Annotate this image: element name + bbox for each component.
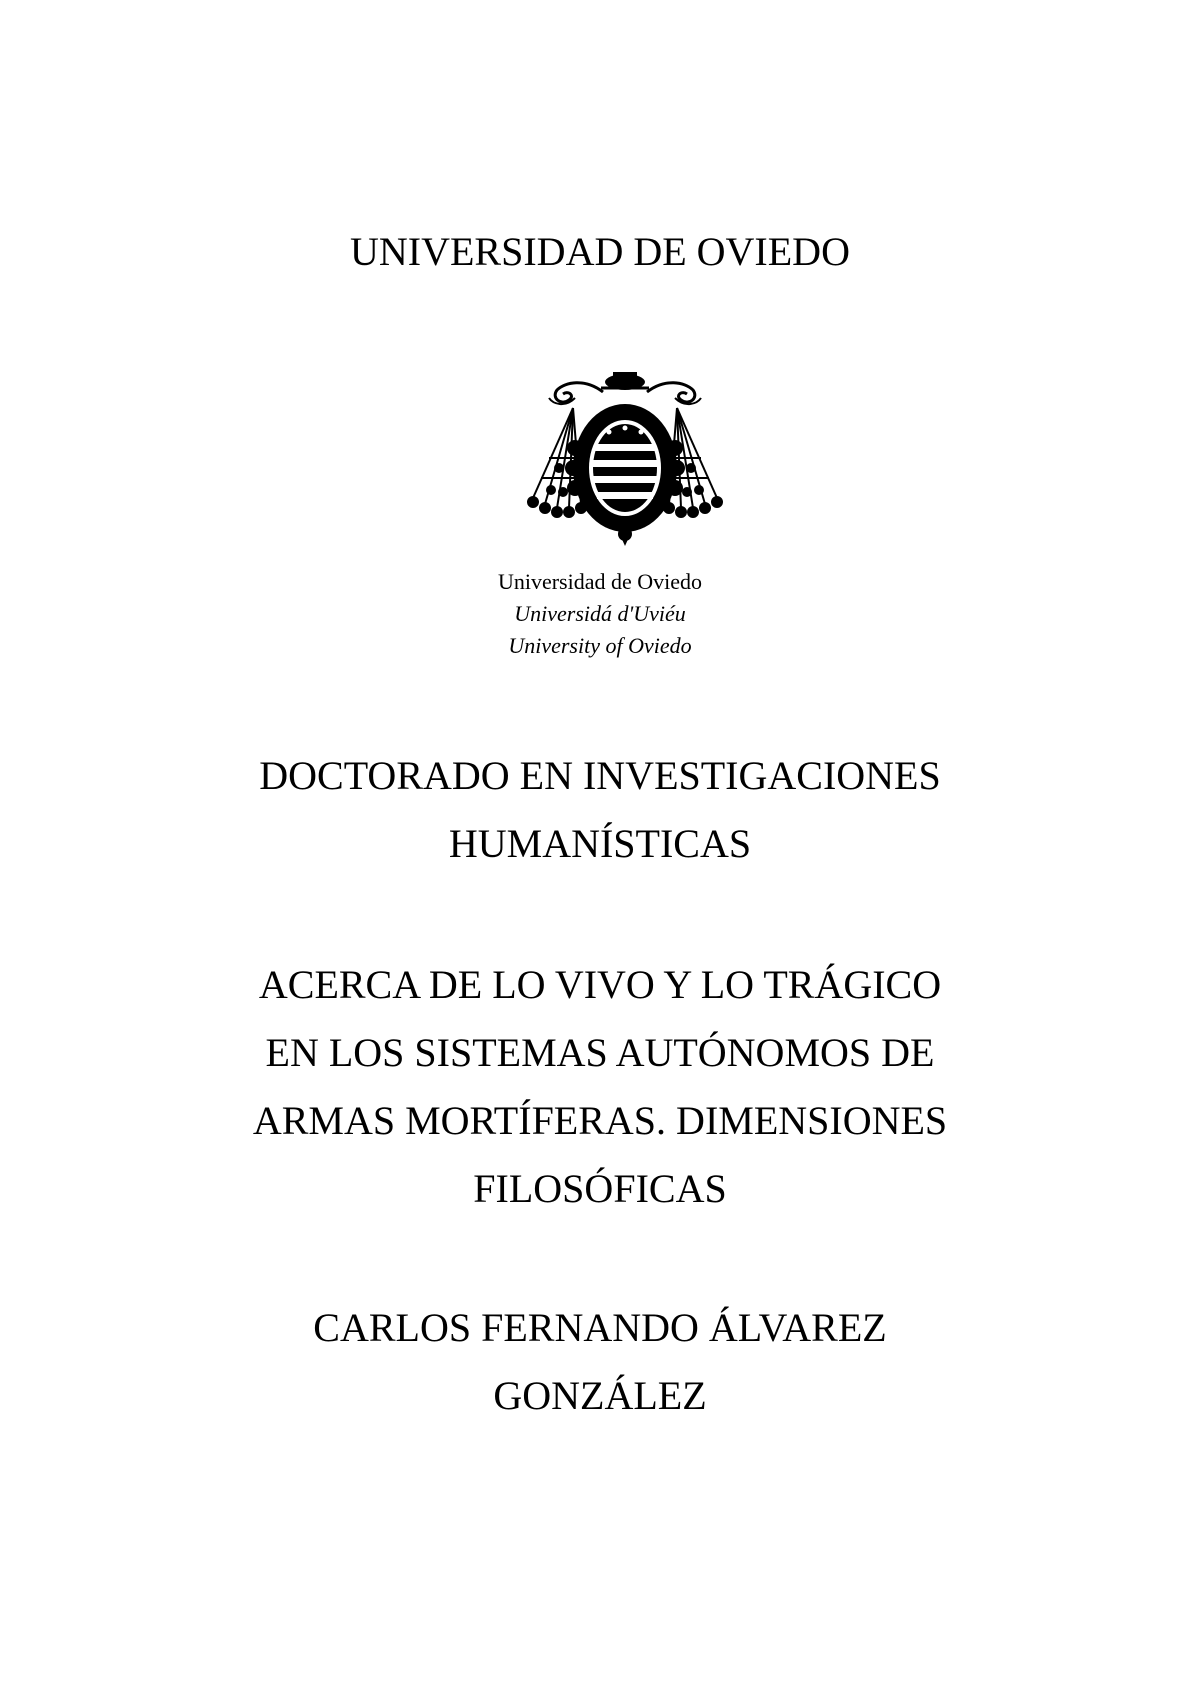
university-heading-text: UNIVERSIDAD DE OVIEDO — [350, 229, 850, 274]
doctoral-program — [0, 742, 1200, 878]
crest-caption-asturian: Universidá d'Uviéu — [514, 601, 686, 626]
title-line: ACERCA DE LO VIVO Y LO TRÁGICO — [258, 962, 942, 1007]
university-crest-icon — [505, 368, 745, 558]
author-line: GONZÁLEZ — [493, 1373, 707, 1418]
title-line: EN LOS SISTEMAS AUTÓNOMOS DE — [265, 1030, 935, 1075]
program-line: DOCTORADO EN INVESTIGACIONES — [259, 753, 941, 798]
crest-caption — [0, 566, 1200, 662]
thesis-title — [0, 951, 1200, 1223]
title-line: ARMAS MORTÍFERAS. DIMENSIONES — [252, 1098, 948, 1143]
crest-caption-english: University of Oviedo — [508, 633, 692, 658]
author-name — [0, 1294, 1200, 1430]
author-line: CARLOS FERNANDO ÁLVAREZ — [313, 1305, 887, 1350]
crest-caption-spanish: Universidad de Oviedo — [497, 569, 703, 594]
title-line: FILOSÓFICAS — [473, 1166, 727, 1211]
program-line: HUMANÍSTICAS — [448, 821, 752, 866]
university-heading — [0, 218, 1200, 286]
